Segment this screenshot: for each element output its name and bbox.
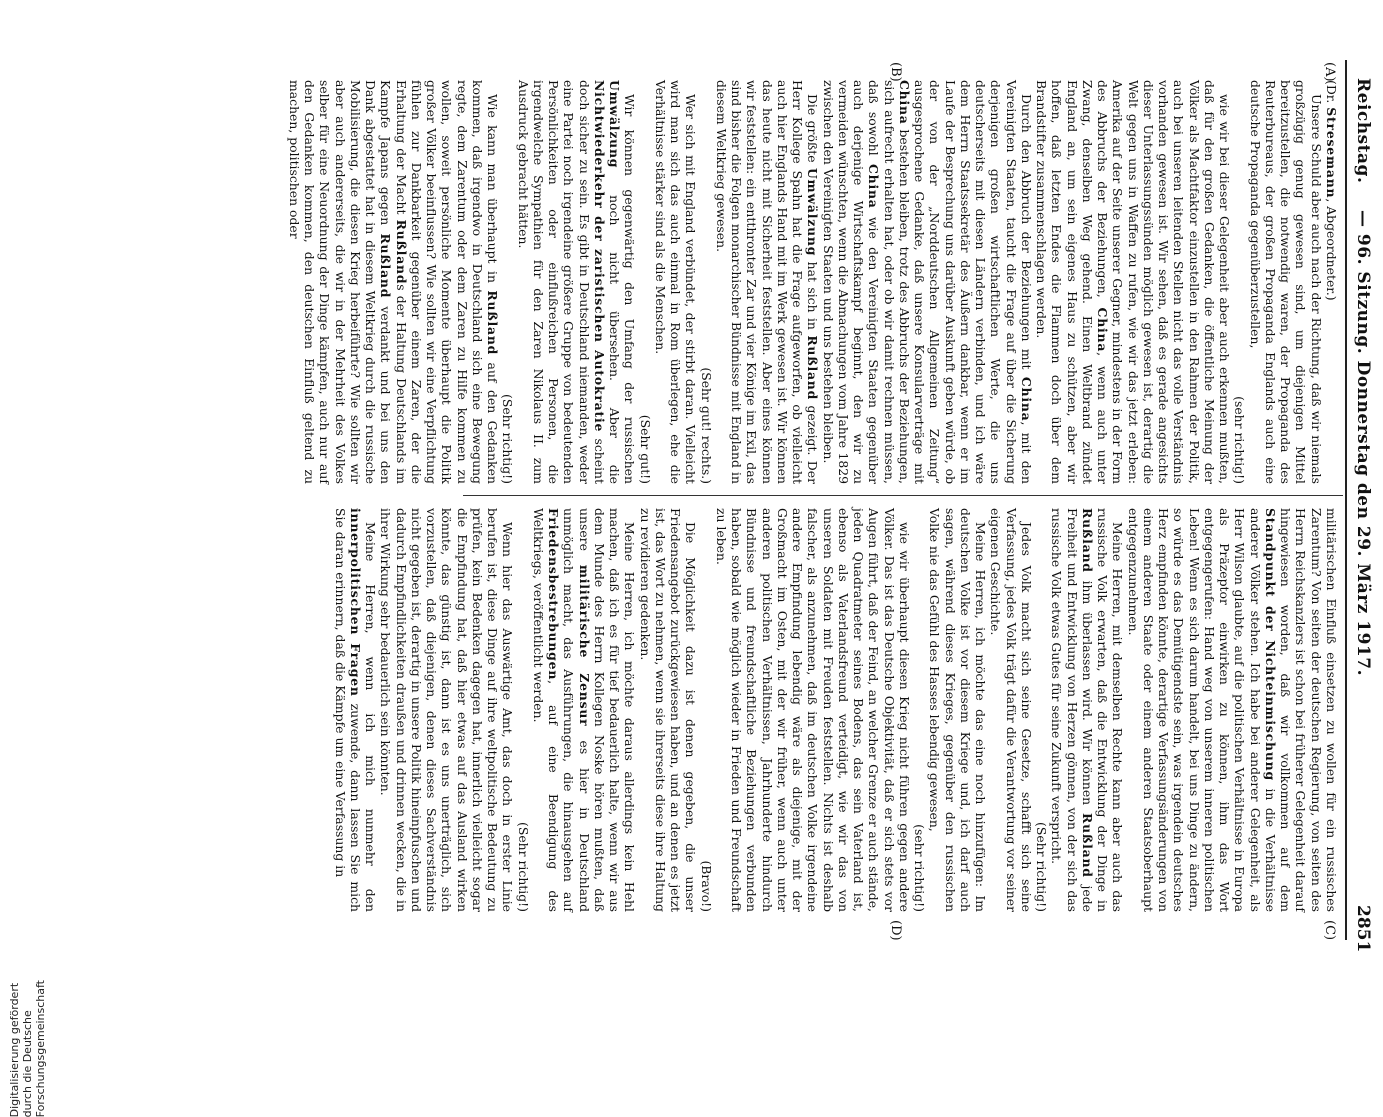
paragraph: militärischen Einfluß einsetzen zu wollen für ein russisches Zarentum? Von seiten der deutschen Regierung, von seiten des Herrn Reichskanzlers ist schon bei früherer Gelegenheit darauf hingewiesen worden, daß wir vollkommen auf dem Standpunkt der Nichteinmischung in die Verhältnisse anderer Völker stehen. Ich habe bei anderer Gelegenheit, als Herr Wilson glaubte, auf die politischen Verhältnisse in Europa als Präzeptor einwirken zu können, ihm das Wort entgegengerufen: Hand weg von unserem inneren politischen Leben! Wenn es sich darum handelt, bei uns Dinge zu ändern, so würde es das Demütigendste sein, was irgendein deutsches Herz empfinden könnte, derartige Verfassungsänderungen von einem anderen Staate oder einem anderen Staatsoberhaupt entgegenzunehmen. — [1125, 508, 1339, 912]
paragraph: (Bravo!) — [698, 860, 714, 912]
paragraph: Wie kann man überhaupt in Rußland auf den Gedanken kommen, daß irgendwo in Deutschland sich eine Bewegung regte, dem Zarentum oder dem Zaren zu Hilfe kommen zu wollen, soweit persönliche Momente überhaupt die Politik großer Völker beeinflussen? Wie sollten wir eine Verpflichtung fühlen zur Dankbarkeit gegenüber einem Zaren, der die Erhaltung der Macht Rußlands der Haltung Deutschlands im Kampfe Japans gegen Rußland verdankt und bei uns den Dank abgestattet hat in diesem Weltkrieg durch die russische Mobilisierung, die diesen Krieg herbeiführte? Wie sollten wir aber auch andererseits, die wir in der Mehrheit des Volkes selber für eine Neuordnung der Dinge kämpfen, auch nur auf den Gedanken kommen, den deutschen Einfluß geltend zu machen, politischen oder — [287, 80, 501, 484]
paragraph: Wenn hier das Auswärtige Amt, das doch in erster Linie berufen ist, diese Dinge auf ihre weltpolitische Bedeutung zu prüfen, kein Bedenken dagegen hat, innerlich vielleicht sogar die Empfindung hat, daß hier etwas auf das Ausland wirken könnte, das günstig ist, dann ist es uns unerträglich, sich vorzustellen, daß diejenigen, denen dieses Sachverständnis nicht gegeben ist, derartig in unsere Politik hineinpfuschen und dadurch Empfindlichkeiten draußen und drinnen wecken, die in ihrer Wirkung sehr bedauerlich sein könnten. — [378, 508, 516, 912]
paragraph: Meine Herren, wenn ich mich nunmehr den innerpolitischen Fragen zuwende, dann lassen Sie mich Sie daran erinnern, daß die Kämpfe um eine Verfassung in — [332, 508, 379, 912]
paragraph: wie wir überhaupt diesen Krieg nicht führen gegen andere Völker. Das ist das Deutsche Objektivität, daß er sich stets vor Augen führt, daß der Feind, an welcher Grenze er auch stände, jeden Quadratmeter seines Bodens, das sein Vaterland ist, ebenso als Vaterlandsfreund verteidigt, wie wir das von unseren Soldaten mit Freuden feststellen. Nichts ist deshalb falscher, als anzunehmen, daß im deutschen Volke irgendeine andere Empfindung lebendig wäre als diejenige, mit der Großmacht im Osten, mit der wir früher, wenn auch unter anderen politischen Verhältnissen, Jahrhunderte hindurch Bündnisse und freundschaftliche Beziehungen verbunden haben, sobald wie möglich wieder in Frieden und Freundschaft zu leben. — [714, 508, 912, 912]
text-column-right — [333, 508, 1340, 912]
paragraph: (Sehr richtig!) — [1034, 822, 1050, 912]
paragraph: Die Möglichkeit dazu ist denen gegeben, die unser Friedensangebot zurückgewiesen haben, und an denen es jetzt ist, das Wort zu nehmen, wenn sie ihrerseits diese ihre Haltung zu revidieren gedenken. — [637, 508, 699, 912]
paragraph: Wir können gegenwärtig den Umfang der russischen Umwälzung noch nicht übersehen. Aber die Nichtwiederkehr der zaristischen Autokratie scheint doch sicher zu sein. Es gibt in Deutschland niemanden, weder eine Partei noch irgendeine größere Gruppe von bedeutenden Persönlichkeiten oder einflußreichen Personen, die irgendwelche Sympathien für den Zaren Nikolaus II. zum Ausdruck gebracht hätten. — [515, 80, 638, 484]
paragraph: Unsere Schuld aber auch nach der Richtung, daß wir niemals großzügig genug gewesen sind, um diejenigen Mittel bereitzustellen, die notwendig waren, der Propaganda des Reuterbureaus, der großen Propaganda Englands auch eine deutsche Propaganda gegenüberzustellen, — [1247, 80, 1324, 484]
paragraph: (Sehr gut! rechts.) — [698, 367, 714, 484]
text-column-left — [287, 80, 1339, 484]
running-head-left: Reichstag. — [1353, 78, 1373, 184]
paragraph: (sehr richtig!) — [912, 824, 928, 912]
paragraph: (Sehr richtig!) — [500, 394, 516, 484]
paragraph: (Sehr gut!) — [637, 414, 653, 484]
footer-credit: Digitalisierung gefördert durch die Deutsche Forschungsgemeinschaft — [8, 980, 47, 1117]
paragraph: Jedes Volk macht sich seine Gesetze, schafft sich seine Verfassung, jedes Volk trägt dafür die Verantwortung vor seiner eigenen Geschichte. — [988, 508, 1034, 912]
footer — [0, 980, 1383, 1117]
margin-marker-c: (C) — [1322, 920, 1337, 941]
header-rule — [1345, 60, 1347, 940]
paragraph: Wer sich mit England verbündet, der stirbt daran. Vielleicht wird man sich das auch einmal in Rom überlegen, ehe die Verhältnisse stärker sind als die Menschen. — [653, 80, 699, 484]
paragraph: (Dr. Stresemann, Abgeordneter.) — [1324, 80, 1339, 301]
paragraph: Meine Herren, ich möchte das eine noch hinzufügen: Im deutschen Volke ist vor diesem Kriege und, ich darf auch sagen, während dieses Krieges, gegenüber den russischen Volke nie das Gefühl des Hasses lebendig gewesen, — [927, 508, 989, 912]
paragraph: Meine Herren, mit demselben Rechte kann aber auch das russische Volk erwarten, daß die Entwicklung der Dinge in Rußland ihm überlassen wird. Wir können Rußland jede Freiheit und Entwicklung von Herzen gönnen, von der sich das russische Volk etwas Gutes für seine Zukunft verspricht. — [1049, 508, 1126, 912]
paragraph: Die größte Umwälzung hat sich in Rußland gezeigt. Der Herr Kollege Spahn hat die Frage aufgeworfen, ob vielleicht auch hier Englands Hand mit im Werk gewesen ist. Wir können das heute nicht mit Sicherheit feststellen. Aber eines können wir feststellen: ein entthronter Zar und vier Könige im Exil, das sind bisher die Folgen monarchischer Bündnisse mit England in diesem Weltkrieg gewesen. — [714, 80, 821, 484]
margin-marker-d: (D) — [888, 920, 903, 941]
margin-marker-b: (B) — [888, 62, 903, 82]
paragraph: (sehr richtig!) — [1232, 396, 1248, 484]
paragraph: wie wir bei dieser Gelegenheit aber auch erkennen mußten, daß für den großen Gedanken, die öffentliche Meinung der Völker als Machtfaktor einzustellen in den Rahmen der Politik, auch bei unseren leitenden Stellen nicht das volle Verständnis vorhanden gewesen ist. Wir sehen, daß es gerade angesichts dieser Unterlassungssünden möglich gewesen ist, derartig die Welt gegen uns in Waffen zu rufen, wie wir das jetzt erleben: Amerika auf der Seite unserer Gegner, mindestens in der Form des Abbruchs der Beziehungen, China, wenn auch unter Zwang, denselben Weg gehend. Einen Weltbrand zündet England an, um sein eigenes Haus zu schützen, aber wir hoffen, daß letzten Endes die Flammen doch über dem Brandstifter zusammenschlagen werden. — [1034, 80, 1233, 484]
column-divider — [463, 495, 1343, 496]
paragraph: Meine Herren, ich möchte daraus allerdings kein Hehl machen, daß ich es für tief bedauerlich halte, wenn wir aus dem Munde des Herrn Kollegen Noske hören mußten, daß unsere militärische Zensur es hier in Deutschland unmöglich macht, das Ausführungen, die hinausgehen auf Friedensbestrebungen, auf eine Beendigung des Weltkriegs, veröffentlicht werden. — [531, 508, 638, 912]
paragraph: (Sehr richtig!) — [515, 822, 531, 912]
paragraph: Durch den Abbruch der Beziehungen mit China, mit den Vereinigten Staaten, taucht die Frage auf über die Sicherung derjenigen großen wirtschaftlichen Werte, die uns deutscherseits mit diesen Ländern verbinden, und ich wäre dem Herrn Staatssekretär des Äußern dankbar, wenn er im Laufe der Besprechung uns darüber Auskunft geben würde, ob der von der „Norddeutschen Allgemeinen Zeitung“ ausgesprochene Gedanke, daß unsere Konsularverträge mit China bestehen bleiben, trotz des Abbruchs der Beziehungen, sich aufrecht erhalten hat, oder ob wir damit rechnen müssen, daß sowohl China wie den Vereinigten Staaten gegenüber auch derjenige Wirtschaftskampf beginnt, den wir zu vermeiden wünschten, wenn die Abmachungen vom Jahre 1829 zwischen den Vereinigten Staaten und uns bestehen bleiben. — [820, 80, 1034, 484]
running-head-center: — 96. Sitzung. Donnerstag den 29. März 1917. — [1353, 210, 1373, 676]
page-number: 2851 — [1353, 905, 1373, 953]
margin-marker-a: (A) — [1322, 62, 1337, 82]
